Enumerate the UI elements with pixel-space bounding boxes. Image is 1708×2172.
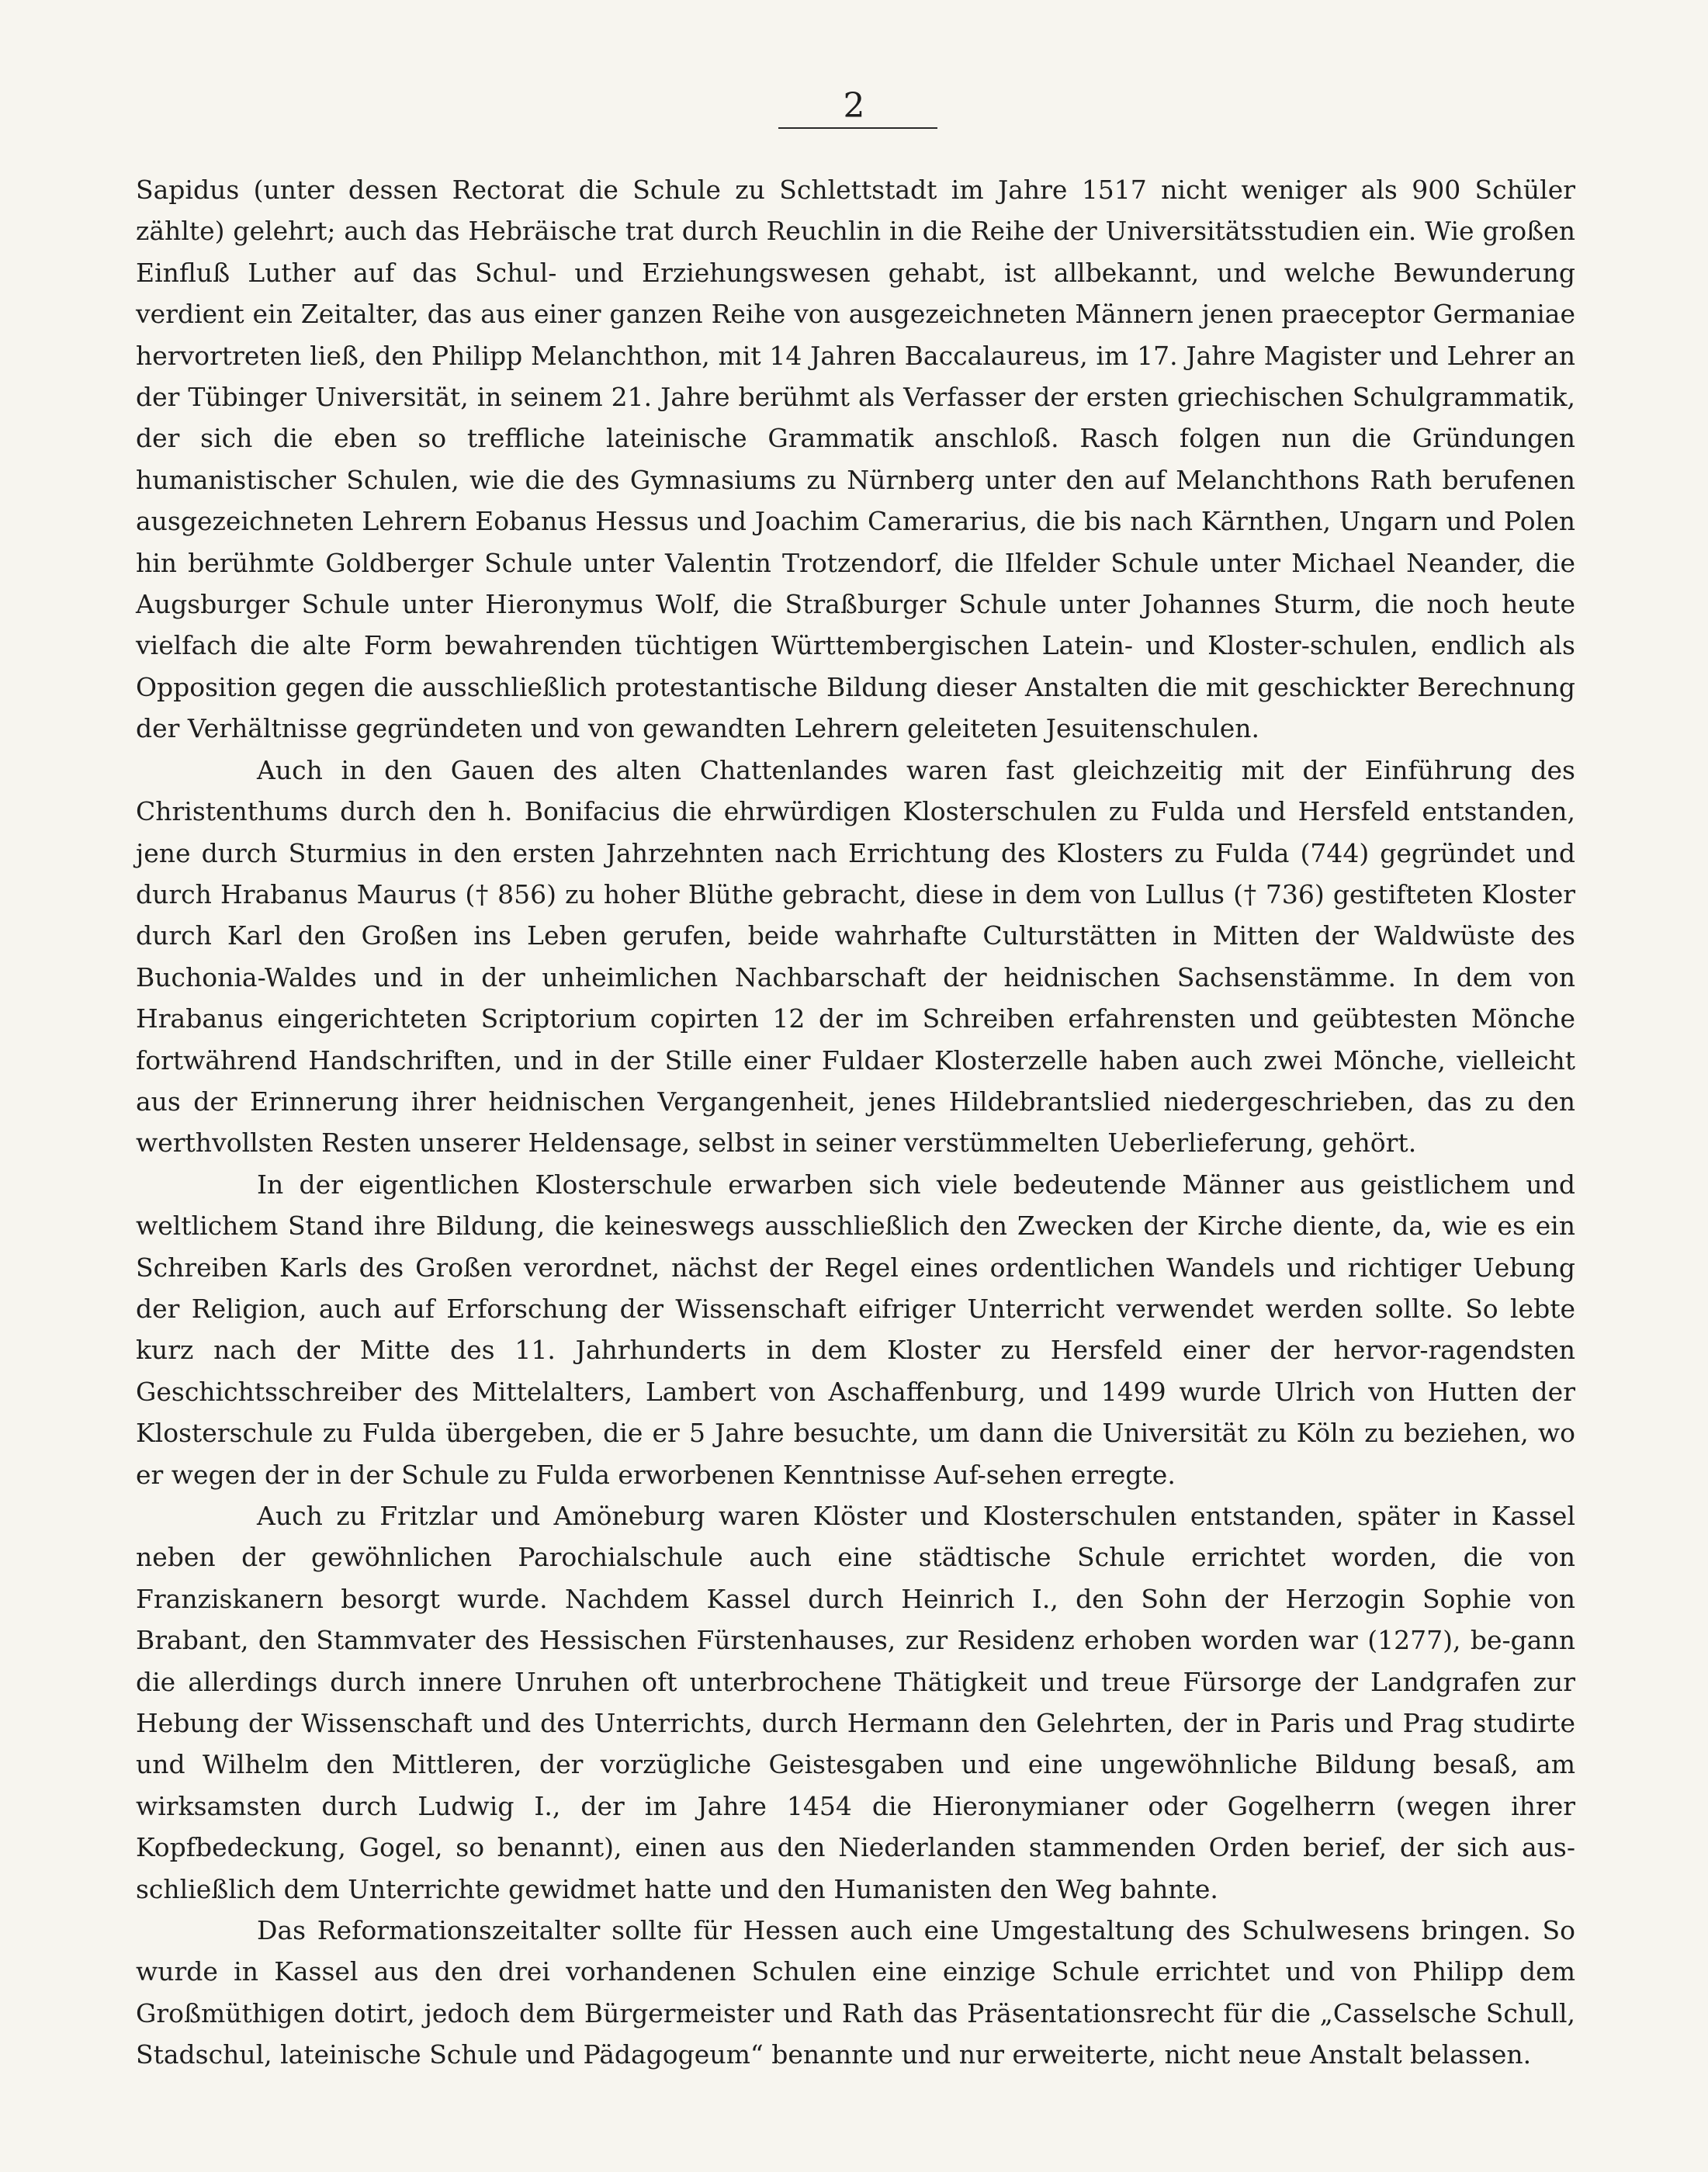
paragraph: Das Reformationszeitalter sollte für Hessen auch eine Umgestaltung des Schulwesens bringen. So wurde in Kassel aus den drei vorhandenen Schulen eine einzige Schule errichtet und von Philipp dem Großmüthigen dotirt, jedoch dem Bürgermeister und Rath das Präsentationsrecht für die „Casselsche Schull, Stadschul, lateinische Schule und Pädagogeum“ benannte und nur erweiterte, nicht neue Anstalt belassen.	[136, 1915, 1575, 2070]
paragraph: Sapidus (unter dessen Rectorat die Schule zu Schlettstadt im Jahre 1517 nicht weniger als 900 Schüler zählte) gelehrt; auch das Hebräische trat durch Reuchlin in die Reihe der Universitätsstudien ein. Wie großen Einfluß Luther auf das Schul- und Erziehungswesen gehabt, ist allbekannt, und welche Bewunderung verdient ein Zeitalter, das aus einer ganzen Reihe von ausgezeichneten Männern jenen praeceptor Germaniae hervortreten ließ, den Philipp Melanchthon, mit 14 Jahren Baccalaureus, im 17. Jahre Magister und Lehrer an der Tübinger Universität, in seinem 21. Jahre berühmt als Verfasser der ersten griechischen Schulgrammatik, der sich die eben so treffliche lateinische Grammatik anschloß. Rasch folgen nun die Gründungen humanistischer Schulen, wie die des Gymnasiums zu Nürnberg unter den auf Melanchthons Rath berufenen ausgezeichneten Lehrern Eobanus Hessus und Joachim Camerarius, die bis nach Kärnthen, Ungarn und Polen hin berühmte Goldberger Schule unter Valentin Trotzendorf, die Ilfelder Schule unter Michael Neander, die Augsburger Schule unter Hieronymus Wolf, die Straßburger Schule unter Johannes Sturm, die noch heute vielfach die alte Form bewahrenden tüchtigen Württembergischen Latein- und Kloster-schulen, endlich als Opposition gegen die ausschließlich protestantische Bildung dieser Anstalten die mit geschickter Berechnung der Verhältnisse gegründeten und von gewandten Lehrern geleiteten Jesuitenschulen.	[136, 175, 1575, 744]
page-number-rule	[778, 127, 937, 129]
paragraph: Auch zu Fritzlar und Amöneburg waren Klöster und Klosterschulen entstanden, später in Kassel neben der gewöhnlichen Parochialschule auch eine städtische Schule errichtet worden, die von Franziskanern besorgt wurde. Nachdem Kassel durch Heinrich I., den Sohn der Herzogin Sophie von Brabant, den Stammvater des Hessischen Fürstenhauses, zur Residenz erhoben worden war (1277), be-gann die allerdings durch innere Unruhen oft unterbrochene Thätigkeit und treue Fürsorge der Landgrafen zur Hebung der Wissenschaft und des Unterrichts, durch Hermann den Gelehrten, der in Paris und Prag studirte und Wilhelm den Mittleren, der vorzügliche Geistesgaben und eine ungewöhnliche Bildung besaß, am wirksamsten durch Ludwig I., der im Jahre 1454 die Hieronymianer oder Gogelherrn (wegen ihrer Kopfbedeckung, Gogel, so benannt), einen aus den Niederlanden stammenden Orden berief, der sich aus-schließlich dem Unterrichte gewidmet hatte und den Humanisten den Weg bahnte.	[136, 1501, 1575, 1904]
paragraph: Auch in den Gauen des alten Chattenlandes waren fast gleichzeitig mit der Einführung des Christenthums durch den h. Bonifacius die ehrwürdigen Klosterschulen zu Fulda und Hersfeld entstanden, jene durch Sturmius in den ersten Jahrzehnten nach Errichtung des Klosters zu Fulda (744) gegründet und durch Hrabanus Maurus († 856) zu hoher Blüthe gebracht, diese in dem von Lullus († 736) gestifteten Kloster durch Karl den Großen ins Leben gerufen, beide wahrhafte Culturstätten in Mitten der Waldwüste des Buchonia-Waldes und in der unheimlichen Nachbarschaft der heidnischen Sachsenstämme. In dem von Hrabanus eingerichteten Scriptorium copirten 12 der im Schreiben erfahrensten und geübtesten Mönche fortwährend Handschriften, und in der Stille einer Fuldaer Klosterzelle haben auch zwei Mönche, vielleicht aus der Erinnerung ihrer heidnischen Vergangenheit, jenes Hildebrantslied niedergeschrieben, das zu den werthvollsten Resten unserer Heldensage, selbst in seiner verstümmelten Ueberlieferung, gehört.	[136, 754, 1575, 1159]
page-number: 2	[843, 86, 865, 126]
paragraph: In der eigentlichen Klosterschule erwarben sich viele bedeutende Männer aus geistlichem und weltlichem Stand ihre Bildung, die keineswegs ausschließlich den Zwecken der Kirche diente, da, wie es ein Schreiben Karls des Großen verordnet, nächst der Regel eines ordentlichen Wandels und richtiger Uebung der Religion, auch auf Erforschung der Wissenschaft eifriger Unterricht verwendet werden sollte. So lebte kurz nach der Mitte des 11. Jahrhunderts in dem Kloster zu Hersfeld einer der hervor-ragendsten Geschichtsschreiber des Mittelalters, Lambert von Aschaffenburg, und 1499 wurde Ulrich von Hutten der Klosterschule zu Fulda übergeben, die er 5 Jahre besuchte, um dann die Universität zu Köln zu beziehen, wo er wegen der in der Schule zu Fulda erworbenen Kenntnisse Auf-sehen erregte.	[136, 1169, 1575, 1490]
body-text	[136, 169, 1575, 2076]
